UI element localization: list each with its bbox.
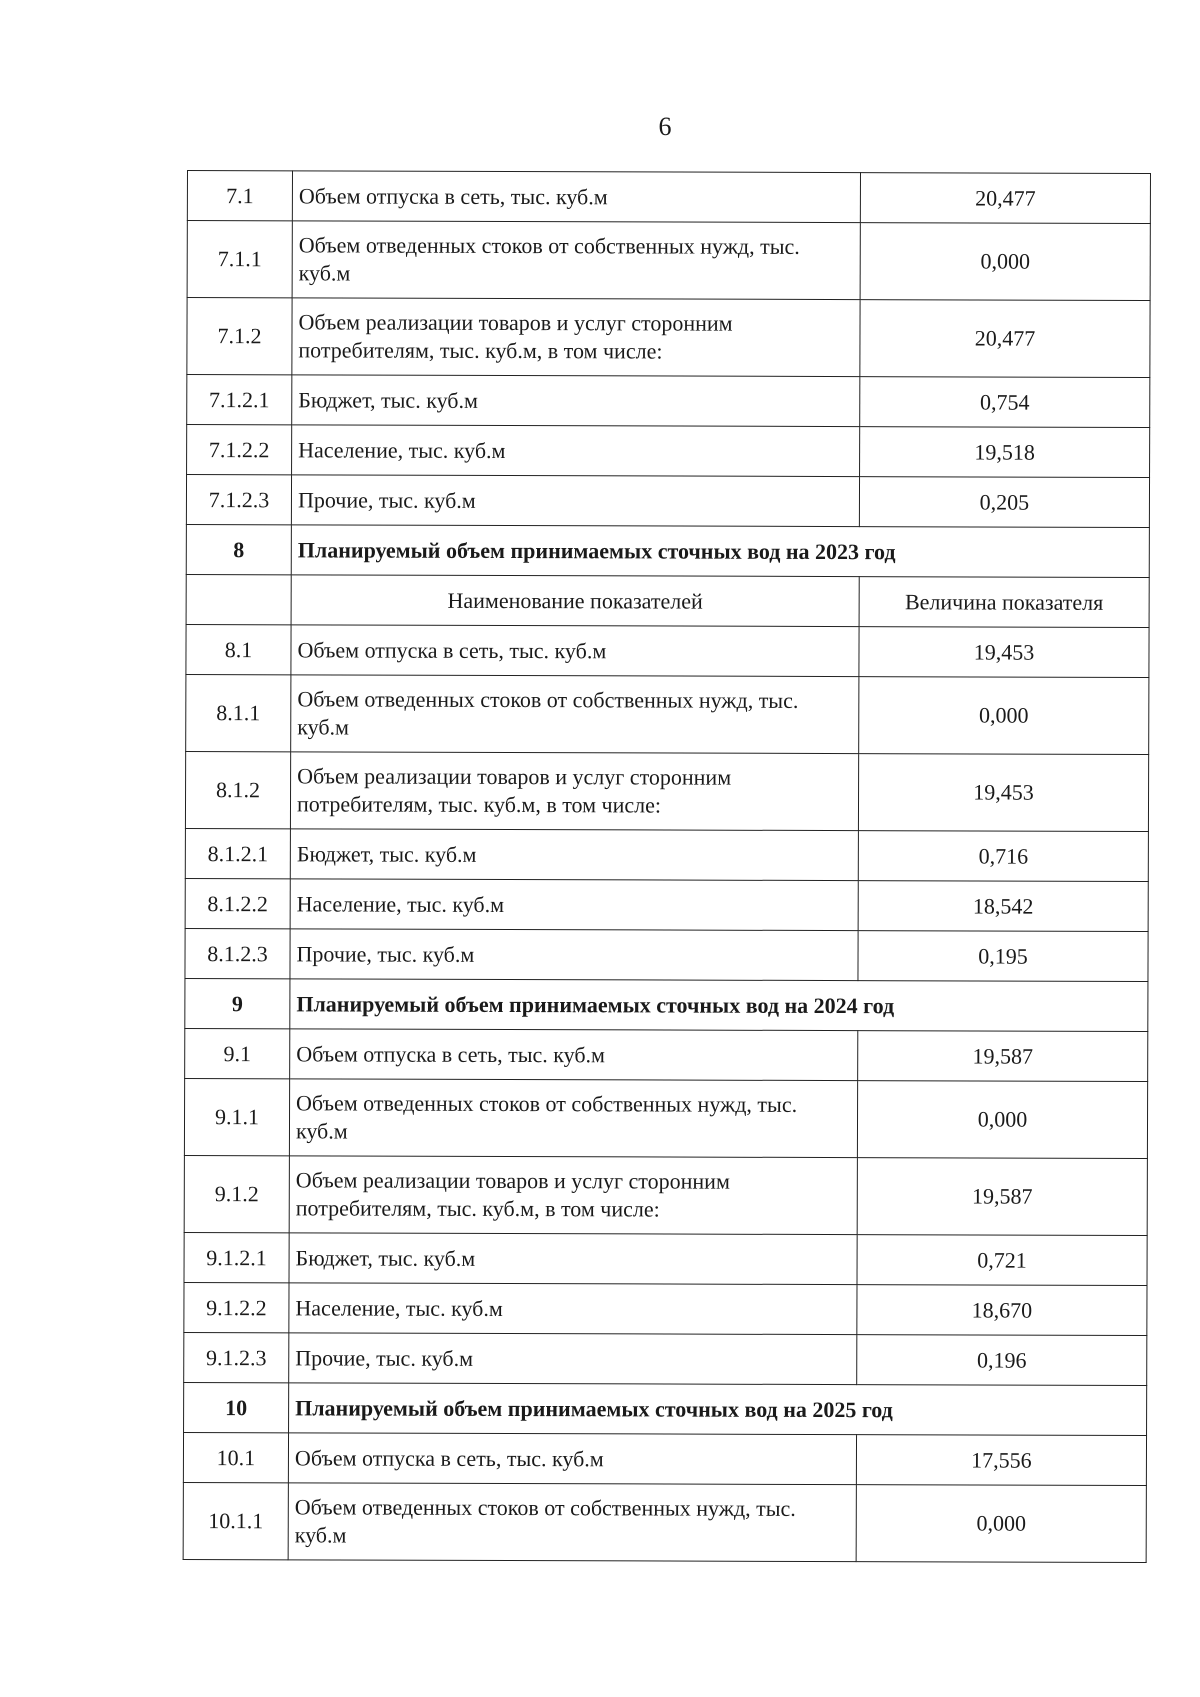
section-title: Планируемый объем принимаемых сточных вод на 2024 год xyxy=(290,979,1148,1032)
indicators-table xyxy=(183,170,1151,1563)
row-name: Бюджет, тыс. куб.м xyxy=(289,1233,857,1285)
row-number: 9.1.2 xyxy=(184,1155,289,1232)
row-name: Прочие, тыс. куб.м xyxy=(289,1333,857,1385)
row-name: Население, тыс. куб.м xyxy=(289,1283,857,1335)
table-row xyxy=(184,1332,1147,1385)
row-number: 8.1.2 xyxy=(185,751,290,828)
row-name: Объем реализации товаров и услуг сторонним потребителям, тыс. куб.м, в том числе: xyxy=(290,752,858,831)
row-name: Объем отведенных стоков от собственных нужд, тыс. куб.м xyxy=(289,1079,857,1158)
table-row xyxy=(185,751,1148,831)
row-value: 0,205 xyxy=(859,477,1149,528)
row-name: Население, тыс. куб.м xyxy=(292,425,860,477)
header-number-cell xyxy=(186,574,291,624)
table-row xyxy=(183,1482,1146,1562)
row-value: 19,453 xyxy=(859,627,1149,678)
row-value: 19,453 xyxy=(858,754,1148,832)
row-number: 8.1 xyxy=(186,624,291,674)
row-value: 0,196 xyxy=(857,1335,1147,1386)
row-name: Объем реализации товаров и услуг сторонним потребителям, тыс. куб.м, в том числе: xyxy=(289,1156,857,1235)
table-row xyxy=(186,674,1149,754)
header-value-cell: Величина показателя xyxy=(859,577,1149,628)
section-number: 8 xyxy=(186,524,291,574)
section-row xyxy=(184,1382,1147,1435)
row-name: Объем отведенных стоков от собственных нужд, тыс. куб.м xyxy=(288,1483,856,1562)
row-value: 0,754 xyxy=(860,377,1150,428)
table-body xyxy=(183,171,1150,1563)
section-number: 10 xyxy=(184,1382,289,1432)
row-value: 20,477 xyxy=(860,300,1150,378)
table-row xyxy=(184,1078,1147,1158)
row-value: 0,721 xyxy=(857,1235,1147,1286)
row-number: 8.1.2.1 xyxy=(185,828,290,878)
table-row xyxy=(185,878,1148,931)
table-row xyxy=(184,1282,1147,1335)
row-value: 19,518 xyxy=(860,427,1150,478)
row-value: 19,587 xyxy=(857,1158,1147,1236)
row-name: Объем отпуска в сеть, тыс. куб.м xyxy=(292,171,860,223)
row-number: 10.1 xyxy=(183,1432,288,1482)
row-value: 0,000 xyxy=(859,677,1149,755)
header-name-cell: Наименование показателей xyxy=(291,575,859,627)
row-number: 9.1.2.3 xyxy=(184,1332,289,1382)
row-name: Прочие, тыс. куб.м xyxy=(291,475,859,527)
row-number: 9.1.1 xyxy=(184,1078,289,1155)
table-row xyxy=(185,1028,1148,1081)
section-row xyxy=(186,524,1149,577)
section-row xyxy=(185,978,1148,1031)
row-number: 8.1.2.3 xyxy=(185,928,290,978)
table-row xyxy=(186,475,1149,528)
row-value: 18,542 xyxy=(858,881,1148,932)
row-number: 7.1.1 xyxy=(187,221,292,298)
table-row xyxy=(184,1155,1147,1235)
table-row xyxy=(187,425,1150,478)
table-row xyxy=(184,1232,1147,1285)
row-name: Объем отпуска в сеть, тыс. куб.м xyxy=(291,625,859,677)
table-row xyxy=(183,1432,1146,1485)
row-name: Объем отведенных стоков от собственных нужд, тыс. куб.м xyxy=(291,675,859,754)
table-row xyxy=(186,624,1149,677)
table-row xyxy=(185,928,1148,981)
row-value: 0,000 xyxy=(860,223,1150,301)
row-value: 18,670 xyxy=(857,1285,1147,1336)
row-name: Объем отведенных стоков от собственных нужд, тыс. куб.м xyxy=(292,221,860,300)
row-value: 19,587 xyxy=(858,1031,1148,1082)
row-value: 17,556 xyxy=(856,1435,1146,1486)
table-header-row xyxy=(186,574,1149,627)
row-value: 0,716 xyxy=(858,831,1148,882)
row-number: 7.1.2 xyxy=(187,298,292,375)
row-number: 8.1.1 xyxy=(186,674,291,751)
row-value: 0,195 xyxy=(858,931,1148,982)
row-value: 0,000 xyxy=(856,1485,1146,1563)
row-name: Прочие, тыс. куб.м xyxy=(290,929,858,981)
row-name: Объем отпуска в сеть, тыс. куб.м xyxy=(290,1029,858,1081)
row-number: 8.1.2.2 xyxy=(185,878,290,928)
row-value: 20,477 xyxy=(860,173,1150,224)
row-name: Бюджет, тыс. куб.м xyxy=(290,829,858,881)
page-number: 6 xyxy=(658,112,672,141)
table-row xyxy=(187,171,1150,224)
row-number: 10.1.1 xyxy=(183,1482,288,1559)
table-row xyxy=(187,221,1150,301)
row-number: 7.1.2.2 xyxy=(187,425,292,475)
row-number: 7.1.2.3 xyxy=(186,475,291,525)
section-title: Планируемый объем принимаемых сточных вод на 2023 год xyxy=(291,525,1149,578)
row-number: 9.1.2.1 xyxy=(184,1232,289,1282)
row-number: 9.1 xyxy=(185,1028,290,1078)
row-name: Объем отпуска в сеть, тыс. куб.м xyxy=(288,1433,856,1485)
table-row xyxy=(187,375,1150,428)
row-number: 9.1.2.2 xyxy=(184,1282,289,1332)
table-row xyxy=(187,298,1150,378)
row-name: Бюджет, тыс. куб.м xyxy=(292,375,860,427)
row-name: Объем реализации товаров и услуг сторонним потребителям, тыс. куб.м, в том числе: xyxy=(292,298,860,377)
row-number: 7.1 xyxy=(187,171,292,221)
row-name: Население, тыс. куб.м xyxy=(290,879,858,931)
row-value: 0,000 xyxy=(857,1081,1147,1159)
row-number: 7.1.2.1 xyxy=(187,375,292,425)
section-title: Планируемый объем принимаемых сточных вод на 2025 год xyxy=(289,1383,1147,1436)
table-row xyxy=(185,828,1148,881)
section-number: 9 xyxy=(185,978,290,1028)
